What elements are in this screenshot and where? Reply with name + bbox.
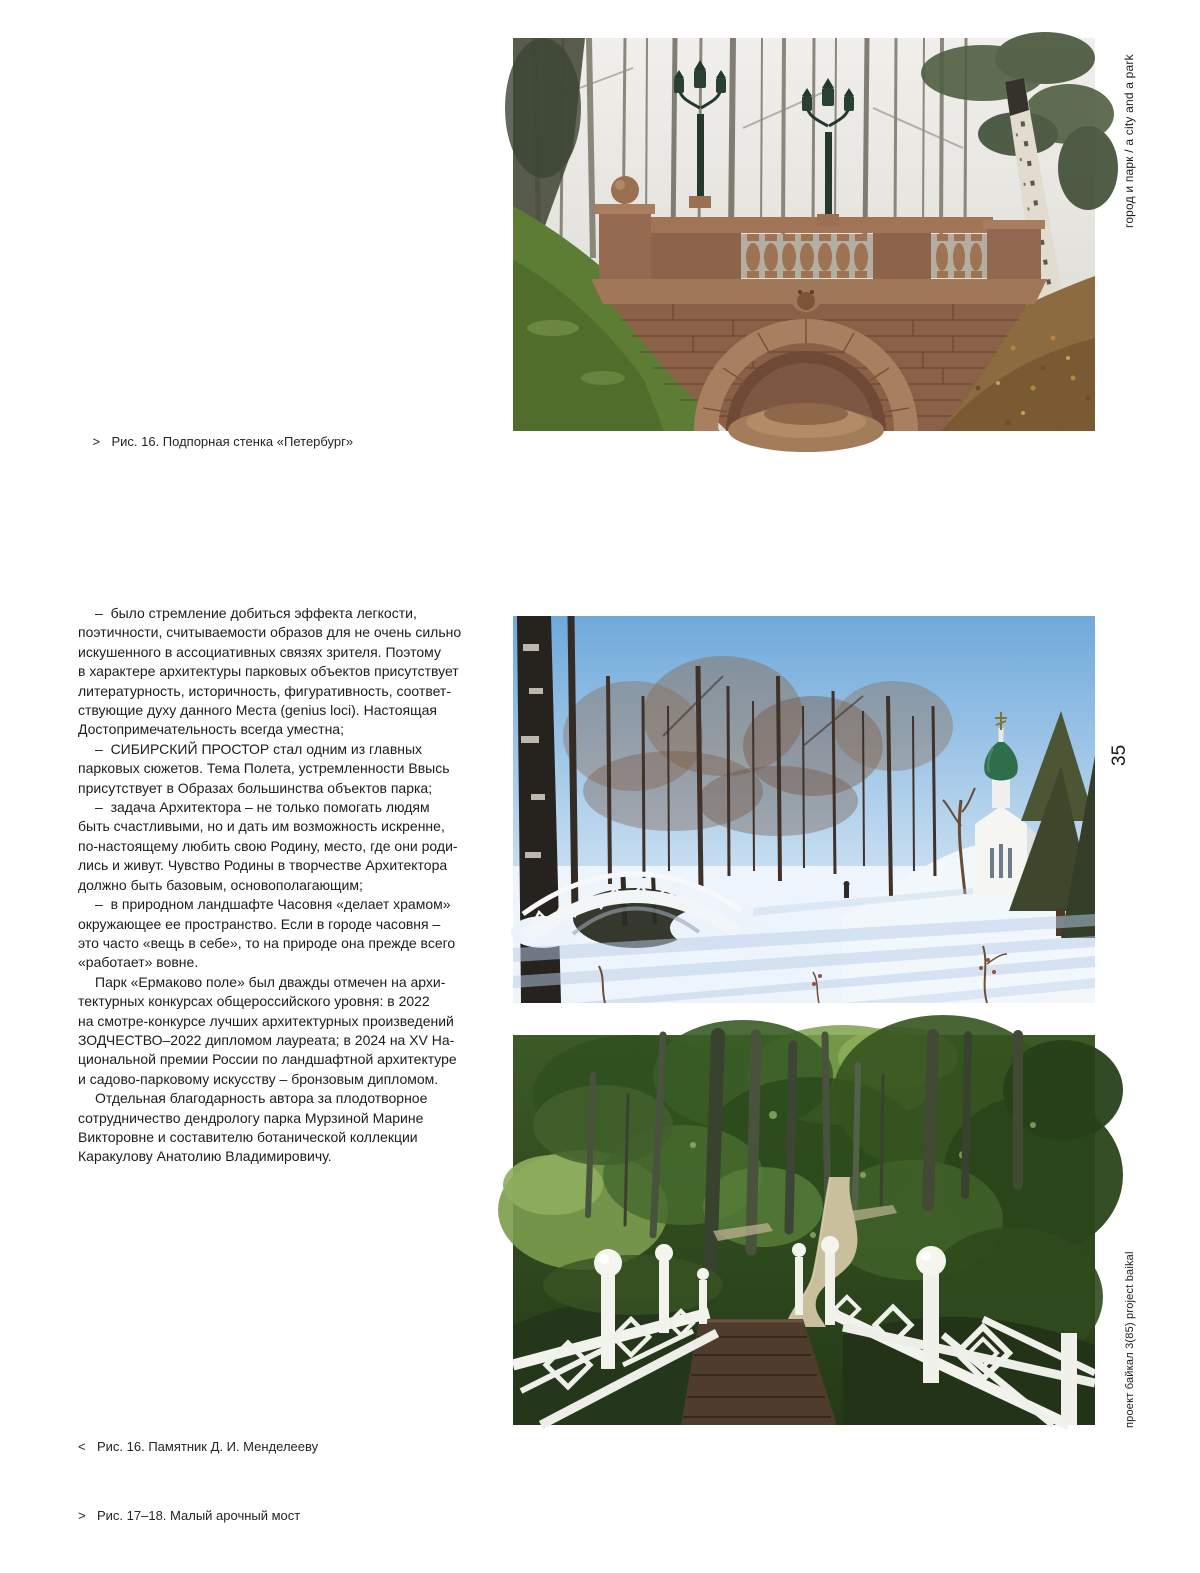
winter-park-illustration [513,616,1095,1003]
railing-post [601,1273,615,1369]
text-line: Викторовне и составителю ботанической коллекции [78,1128,418,1145]
ball-finial [792,1243,806,1257]
railing-post [699,1280,707,1324]
figure-caption-mendeleev [78,1435,318,1458]
chapel-windows [990,844,1012,878]
text-line: ствующие духу данного Места (genius loci). Настоящая [78,702,437,719]
ball-finial [594,1249,622,1277]
paragraph [78,740,498,798]
summer-bridge-illustration [513,1035,1095,1425]
paragraph [78,798,498,895]
chapel-drum [992,778,1010,808]
text-line: Достопримечательность всегда уместна; [78,721,344,738]
paragraph [78,604,498,740]
stone-sphere [611,176,639,204]
figure-caption-top [78,407,353,476]
text-line: циональной премии России по ландшафтной архитектуре [78,1051,457,1068]
distant-figure [844,881,850,898]
text-line: лись и живут. Чувство Родины в творчестве Архитектора [78,857,448,874]
text-line: поэтичности, считываемости образов для не очень сильно [78,624,462,641]
ball-finial [916,1246,946,1276]
text-line: – СИБИРСКИЙ ПРОСТОР стал одним из главных [95,740,423,757]
photo-retaining-wall-petersburg [513,38,1095,431]
railing-post [1061,1333,1077,1425]
text-line: по-настоящему любить свою Родину, место, где они роди- [78,837,458,854]
text-line: на смотре-конкурсе лучших архитектурных произведений [78,1012,454,1029]
caption-text: Рис. 16. Памятник Д. И. Менделееву [97,1439,319,1454]
text-line: – в природном ландшафте Часовня «делает храмом» [95,896,451,913]
railing-post [659,1261,669,1333]
text-line: Каракулову Анатолию Владимировичу. [78,1148,332,1165]
text-line: «работает» вовне. [78,954,199,971]
text-line: Парк «Ермаково поле» был дважды отмечен на архи- [95,973,446,990]
page-number: 35 [1109,744,1130,766]
ball-finial [697,1268,709,1280]
text-line: искушенного в ассоциативных связях зрителя. Поэтому [78,643,441,660]
paragraph [78,1089,498,1167]
figure-captions-bottom [78,1389,318,1573]
text-line: и садово-парковому искусству – бронзовым дипломом. [78,1070,439,1087]
ball-finial [821,1236,839,1254]
text-line: должно быть базовым, основополагающим; [78,876,363,893]
caption-direction-marker: > [92,434,101,449]
text-line: присутствует в Образах большинства объектов парка; [78,779,433,796]
railing-post [923,1273,939,1383]
text-line: окружающее ее пространство. Если в городе часовня – [78,915,441,932]
article-text [78,604,498,1167]
text-line: сотрудничество дендрологу парка Мурзиной Марине [78,1109,424,1126]
retaining-wall-illustration [513,38,1095,431]
railing-post [795,1257,803,1315]
ball-finial [655,1244,673,1262]
journal-imprint: проект байкал 3(85) project baikal [1124,1251,1136,1428]
paragraph [78,895,498,973]
text-line: Отдельная благодарность автора за плодотворное [95,1090,428,1107]
caption-text: Рис. 16. Подпорная стенка «Петербург» [111,434,354,449]
text-line: литературность, историчность, фигуративность, соответ- [78,682,451,699]
railing-post [825,1253,835,1325]
text-line: – было стремление добиться эффекта легкости, [95,605,417,621]
text-line: парковых сюжетов. Тема Полета, устремленности Ввысь [78,760,450,777]
figure-caption-arched-bridge [78,1504,318,1527]
running-head: город и парк / a city and a park [1122,54,1136,228]
text-line: это часто «вещь в себе», то на природе она прежде всего [78,934,456,951]
caption-direction-marker: > [78,1508,86,1523]
text-line: ЗОДЧЕСТВО–2022 дипломом лауреата; в 2024 на XV На- [78,1031,455,1048]
caption-direction-marker: < [78,1439,86,1454]
caption-text: Рис. 17–18. Малый арочный мост [97,1508,301,1523]
text-line: тектурных конкурсах общероссийского уровня: в 2022 [78,993,430,1010]
text-line: в характере архитектуры парковых объектов присутствует [78,663,459,680]
photo-winter-park-chapel [513,616,1095,1003]
paragraph [78,973,498,1089]
text-line: быть счастливыми, но и дать им возможность искренне, [78,818,445,835]
text-line: – задача Архитектора – не только помогать людям [95,799,430,816]
lion-mascaron [790,280,822,312]
photo-summer-arched-bridge [513,1035,1095,1425]
